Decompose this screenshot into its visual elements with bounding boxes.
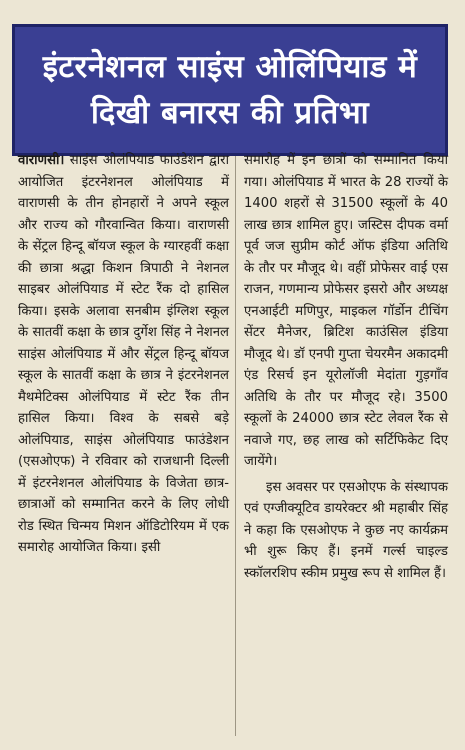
article-paragraph [18,150,229,559]
article-paragraph: समारोह में इन छात्रों को सम्मानित किया गया। ओलंपियाड में भारत के 28 राज्यों के 1400 शहरों से 31500 स्कूलों के 40 लाख छात्र शामिल हुए। जस्टिस दीपक वर्मा पूर्व जज सुप्रीम कोर्ट ऑफ इंडिया अतिथि के तौर पर मौजूद थे। वहीं प्रोफेसर वाई एस राजन, गणमान्य प्रोफेसर इसरो और अध्यक्ष एनआईटी मणिपुर, माइकल गॉर्डोन टीचिंग सेंटर मैनेजर, ब्रिटिश काउंसिल इंडिया मौजूद थे। डॉ एनपी गुप्ता चेयरमैन अकादमी एंड रिसर्च इन यूरोलॉजी मेदांता गुड़गाँव अतिथि के तौर पर मौजूद रहे। 3500 स्कूलों के 24000 छात्र स्टेट लेवल रैंक से नवाजे गए, छह लाख को सर्टिफिकेट दिए जायेंगे। [244,153,448,469]
dateline: वाराणसी। [18,153,65,168]
column-1-text: साइंस ओलंपियाड फाउंडेशन द्वारा आयोजित इंटरनेशनल ओलंपियाड में वाराणसी के तीन होनहारों ने अपने स्कूल और राज्य को गौरवान्वित किया। वाराणसी के सेंट्रल हिन्दू बॉयज स्कूल के ग्यारहवीं कक्षा की छात्रा श्रद्धा किशन त्रिपाठी ने नेशनल साइबर ओलंपियाड में स्टेट रैंक दो हासिल किया। इसके अलावा सनबीम इंग्लिश स्कूल के सातवीं कक्षा के छात्र दुर्गेश सिंह ने नेशनल साइंस ओलंपियाड में और सेंट्रल हिन्दू बॉयज स्कूल के सातवीं कक्षा के छात्र ने इंटरनेशनल मैथमेटिक्स ओलंपियाड में स्टेट रैंक तीन हासिल किया। विश्व के सबसे बड़े ओलंपियाड, साइंस ओलंपियाड फाउंडेशन (एसओएफ) ने रविवार को राजधानी दिल्ली में इंटरनेशनल ओलंपियाड के विजेता छात्र-छात्राओं को सम्मानित करने के लिए लोधी रोड स्थित चिन्मय मिशन ऑडिटोरियम में एक समारोह आयोजित किया। इसी [18,153,229,555]
article-body [18,150,450,742]
headline-line-2: दिखी बनारस की प्रतिभा [90,95,370,131]
headline-line-1: इंटरनेशनल साइंस ओलिंपियाड में [42,49,418,85]
column-divider [235,156,236,736]
headline-banner [12,24,448,156]
article-paragraph: इस अवसर पर एसओएफ के संस्थापक एवं एग्जीक्यूटिव डायरेक्टर श्री महाबीर सिंह ने कहा कि एसओएफ ने कुछ नए कार्यक्रम भी शुरू किए हैं। इनमें गर्ल्स चाइल्ड स्कॉलरशिप स्कीम प्रमुख रूप से शामिल हैं। [244,479,448,581]
article-column-left [18,150,229,559]
article-column-right [244,150,448,584]
